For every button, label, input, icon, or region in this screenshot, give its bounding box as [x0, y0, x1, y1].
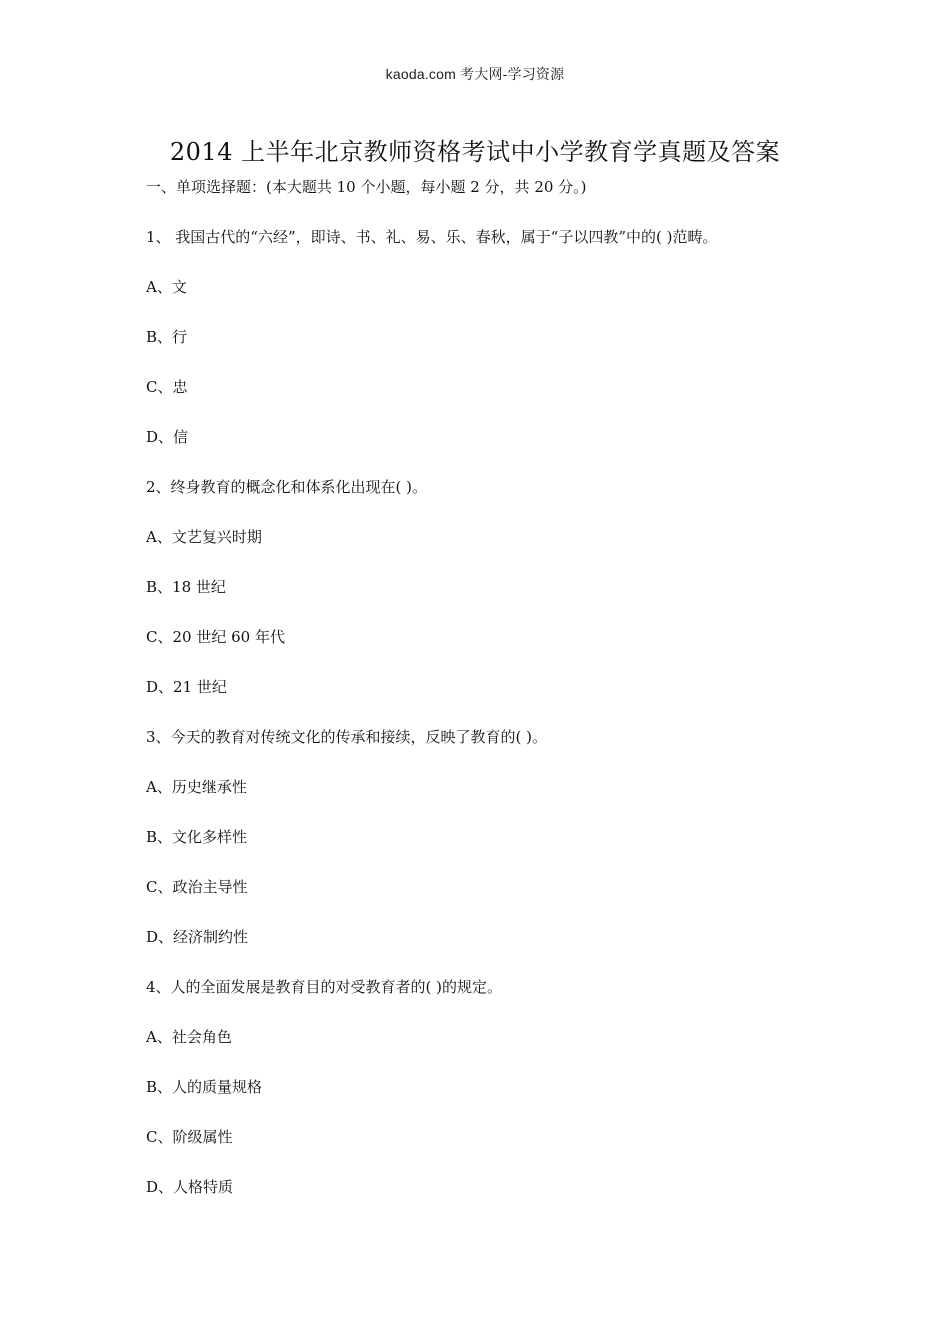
questions-list	[146, 227, 836, 1227]
option-b: B、行	[146, 328, 188, 346]
option-c: C、忠	[146, 378, 188, 396]
option-a: A、文艺复兴时期	[146, 528, 262, 546]
option-a: A、文	[146, 278, 187, 296]
question-4	[146, 977, 836, 1227]
option-a: A、社会角色	[146, 1028, 232, 1046]
question-stem: 3、今天的教育对传统文化的传承和接续，反映了教育的( )。	[146, 728, 548, 746]
document-title: 2014 上半年北京教师资格考试中小学教育学真题及答案	[169, 138, 781, 166]
option-a: A、历史继承性	[146, 778, 247, 796]
option-c: C、阶级属性	[146, 1128, 233, 1146]
section-heading: 一、单项选择题：(本大题共 10 个小题，每小题 2 分，共 20 分。)	[146, 178, 587, 196]
question-stem: 2、终身教育的概念化和体系化出现在( )。	[146, 478, 428, 496]
option-b: B、文化多样性	[146, 828, 248, 846]
question-3	[146, 727, 836, 977]
option-d: D、经济制约性	[146, 928, 249, 946]
question-1	[146, 227, 836, 477]
question-stem: 4、人的全面发展是教育目的对受教育者的( )的规定。	[146, 978, 503, 996]
option-b: B、人的质量规格	[146, 1078, 263, 1096]
question-2	[146, 477, 836, 727]
question-stem: 1、 我国古代的“六经”，即诗、书、礼、易、乐、春秋，属于“子以四教”中的( )范畴。	[146, 228, 718, 246]
option-d: D、信	[146, 428, 189, 446]
page-header: kaoda.com 考大网-学习资源	[385, 66, 565, 82]
option-d: D、人格特质	[146, 1178, 234, 1196]
option-c: C、政治主导性	[146, 878, 248, 896]
option-d: D、21 世纪	[146, 678, 227, 696]
option-c: C、20 世纪 60 年代	[146, 628, 285, 646]
option-b: B、18 世纪	[146, 578, 226, 596]
